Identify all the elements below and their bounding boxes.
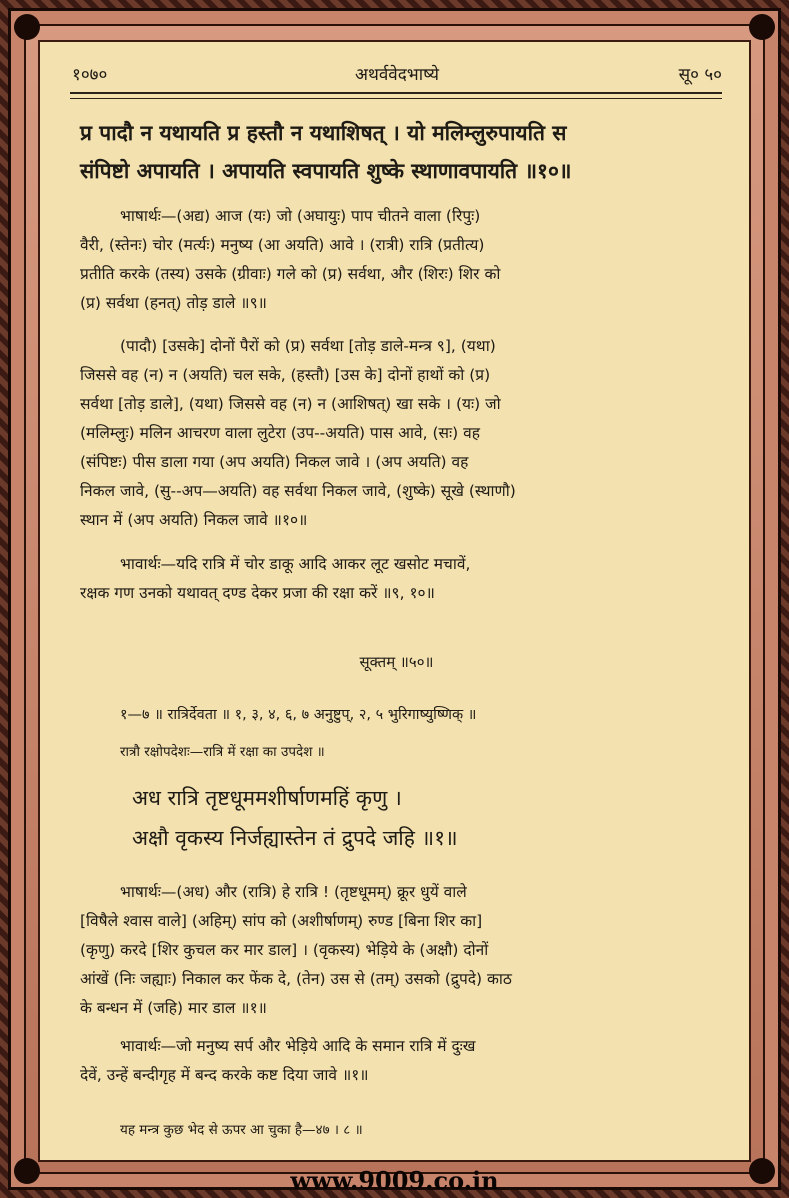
corner-ornament xyxy=(14,14,40,40)
text-line: भावार्थः—जो मनुष्य सर्प और भेड़िये आदि के समान रात्रि में दुःख xyxy=(120,1037,476,1055)
mantra-10 xyxy=(80,114,720,190)
text-line: रक्षक गण उनको यथावत् दण्ड देकर प्रजा की रक्षा करें ॥९, १०॥ xyxy=(80,584,435,602)
text-line: निकल जावे, (सु--अप—अयति) वह सर्वथा निकल जावे, (शुष्के) सूखे (स्थाणौ) xyxy=(80,482,516,500)
text-line: के बन्धन में (जहि) मार डाल ॥१॥ xyxy=(80,999,267,1017)
repetition-note: यह मन्त्र कुछ भेद से ऊपर आ चुका है—४७ । ८ ॥ xyxy=(120,1122,363,1138)
text-line: (प्र) सर्वथा (हनत्) तोड़ डाले ॥९॥ xyxy=(80,294,267,312)
sukta-meta: १—७ ॥ रात्रिर्देवता ॥ १, ३, ४, ६, ७ अनुष्टुप्, २, ५ भुरिगाष्युष्णिक् ॥ xyxy=(120,707,477,723)
text-line: (संपिष्टः) पीस डाला गया (अप अयति) निकल जावे । (अप अयति) वह xyxy=(80,453,469,471)
sukta-heading: सूक्तम् ॥५०॥ xyxy=(359,653,434,671)
page-number: १०७० xyxy=(72,65,108,85)
website-watermark: www.9009.co.in xyxy=(290,1166,499,1195)
page-header xyxy=(72,62,722,90)
book-title: अथर्ववेदभाष्ये xyxy=(354,65,440,85)
text-line: प्रतीति करके (तस्य) उसके (ग्रीवाः) गले को (प्र) सर्वथा, और (शिरः) शिर को xyxy=(80,265,501,283)
text-line: (कृणु) करदे [शिर कुचल कर मार डाल] । (वृकस्य) भेड़िये के (अक्षौ) दोनों xyxy=(80,941,489,959)
text-line: (मलिम्लुः) मलिन आचरण वाला लुटेरा (उप--अयति) पास आवे, (सः) वह xyxy=(80,424,480,442)
text-line: जिससे वह (न) न (अयति) चल सके, (हस्तौ) [उस के] दोनों हाथों को (प्र) xyxy=(80,366,491,384)
mantra-1 xyxy=(132,778,732,858)
corner-ornament xyxy=(749,14,775,40)
text-line: (पादौ) [उसके] दोनों पैरों को (प्र) सर्वथा [तोड़ डाले-मन्त्र ९], (यथा) xyxy=(120,337,496,355)
mantra-line: प्र पादौ न यथायति प्र हस्तौ न यथाशिषत् । यो मलिम्लुरुपायति स xyxy=(80,120,567,145)
text-line: भाषार्थः—(अध) और (रात्रि) हे रात्रि ! (तृष्टधूमम्) क्रूर धुयें वाले xyxy=(120,883,467,901)
mantra-line: संपिष्टो अपायति । अपायति स्वपायति शुष्के स्थाणावपायति ॥१०॥ xyxy=(80,158,572,183)
text-line: वैरी, (स्तेनः) चोर (मर्त्यः) मनुष्य (आ अयति) आवे । (रात्री) रात्रि (प्रतीत्य) xyxy=(80,236,485,254)
bhashartha-10 xyxy=(80,332,720,535)
mantra-line: अक्षौ वृकस्य निर्जह्यास्तेन तं द्रुपदे जहि ॥१॥ xyxy=(132,826,458,850)
text-line: स्थान में (अप अयति) निकल जावे ॥१०॥ xyxy=(80,511,308,529)
upadesha: रात्रौ रक्षोपदेशः—रात्रि में रक्षा का उपदेश ॥ xyxy=(120,744,325,760)
scripture-page xyxy=(38,40,751,1162)
header-rule-thin xyxy=(70,98,722,99)
text-line: [विषैले श्वास वाले] (अहिम्) सांप को (अशीर्षाणम्) रुण्ड [बिना शिर का] xyxy=(80,912,483,930)
sukta-label: सू० ५० xyxy=(678,65,722,85)
header-rule xyxy=(70,92,722,94)
bhavartha-9-10 xyxy=(80,550,720,608)
text-line: भावार्थः—यदि रात्रि में चोर डाकू आदि आकर लूट खसोट मचावें, xyxy=(120,555,471,573)
bhavartha-1 xyxy=(80,1032,720,1090)
text-line: देवें, उन्हें बन्दीगृह में बन्द करके कष्ट दिया जावे ॥१॥ xyxy=(80,1066,369,1084)
bhashartha-1 xyxy=(80,878,720,1023)
text-line: भाषार्थः—(अद्य) आज (यः) जो (अघायुः) पाप चीतने वाला (रिपुः) xyxy=(120,207,481,225)
text-line: सर्वथा [तोड़ डाले], (यथा) जिससे वह (न) न (आशिषत्) खा सके । (यः) जो xyxy=(80,395,501,413)
bhashartha-9 xyxy=(80,202,720,318)
mantra-line: अध रात्रि तृष्टधूममशीर्षाणमहिं कृणु । xyxy=(132,786,402,810)
text-line: आंखें (निः जह्याः) निकाल कर फेंक दे, (तेन) उस से (तम्) उसको (द्रुपदे) काठ xyxy=(80,970,512,988)
